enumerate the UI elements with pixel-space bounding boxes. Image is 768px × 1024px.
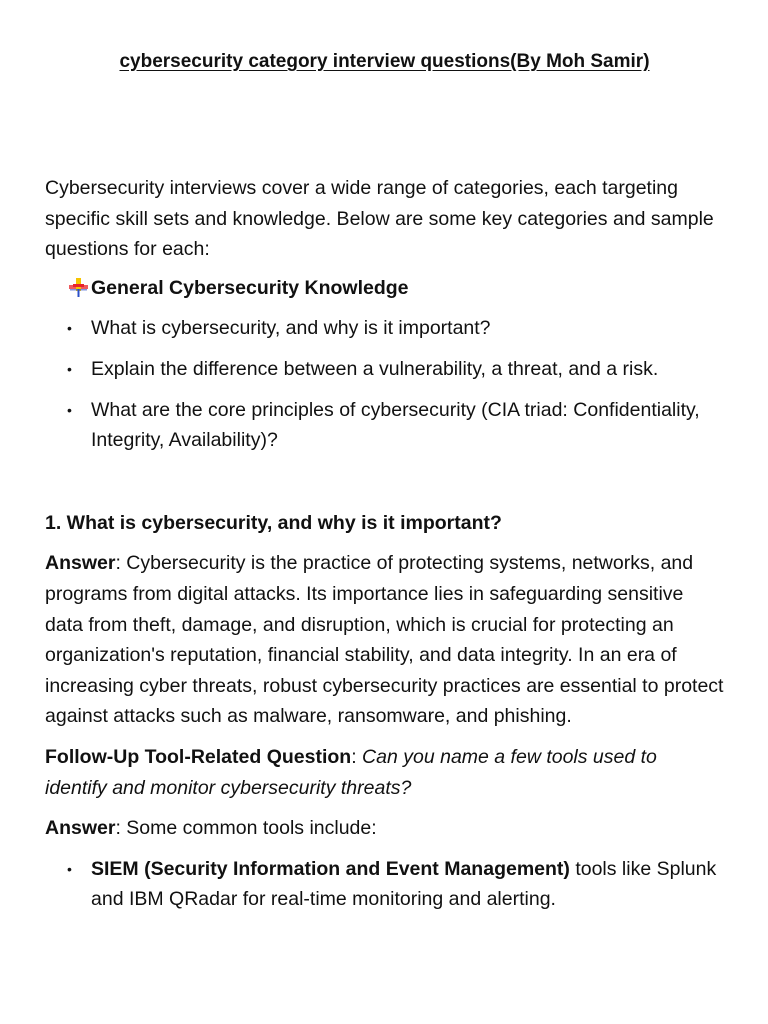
followup-paragraph xyxy=(45,742,724,803)
bullet-icon: • xyxy=(67,401,72,418)
answer-text: : Cybersecurity is the practice of protecting systems, networks, and programs from digital attacks. Its importance lies in safeguarding sensitive data from theft, damage, and disruption, which is crucial for protecting an organization's reputation, financial stability, and data integrity. In an era of increasing cyber threats, robust cybersecurity practices are essential to protect against attacks such as malware, ransomware, and phishing. xyxy=(45,552,724,728)
tools-list xyxy=(45,854,724,915)
question-heading: 1. What is cybersecurity, and why is it important? xyxy=(45,511,502,534)
tool-description: tools like Splunk and IBM QRadar for real-time monitoring and alerting. xyxy=(91,857,717,911)
list-item xyxy=(45,395,724,456)
list-item-text: What are the core principles of cybersecurity (CIA triad: Confidentiality, Integrity, Availability)? xyxy=(91,398,700,452)
answer2-text: : Some common tools include: xyxy=(115,817,377,840)
pushpin-icon xyxy=(67,276,90,298)
bullet-icon: • xyxy=(67,860,72,877)
followup-text: Can you name a few tools used to identify and monitor cybersecurity threats? xyxy=(45,745,657,799)
document-title: cybersecurity category interview questions(By Moh Samir) xyxy=(119,51,650,72)
list-item xyxy=(45,313,724,344)
list-item xyxy=(45,354,724,385)
intro-paragraph: Cybersecurity interviews cover a wide range of categories, each targeting specific skill sets and knowledge. Below are some key categories and sample questions for each: xyxy=(45,177,714,261)
list-item-text: Explain the difference between a vulnerability, a threat, and a risk. xyxy=(91,357,659,380)
section-heading-label: General Cybersecurity Knowledge xyxy=(91,276,409,299)
section-heading xyxy=(67,273,724,304)
bullet-icon: • xyxy=(67,320,72,337)
followup-label: Follow-Up Tool-Related Question xyxy=(45,745,352,768)
answer-label: Answer xyxy=(45,552,116,575)
answer2-label: Answer xyxy=(45,817,116,840)
bullet-icon: • xyxy=(67,360,72,377)
tool-name: SIEM (Security Information and Event Management) xyxy=(91,857,570,880)
list-item xyxy=(45,854,724,915)
answer2-paragraph xyxy=(45,813,724,844)
list-item-text: What is cybersecurity, and why is it important? xyxy=(91,317,491,340)
section-question-list xyxy=(45,313,724,455)
followup-separator: : xyxy=(351,745,363,768)
answer-paragraph xyxy=(45,548,724,732)
